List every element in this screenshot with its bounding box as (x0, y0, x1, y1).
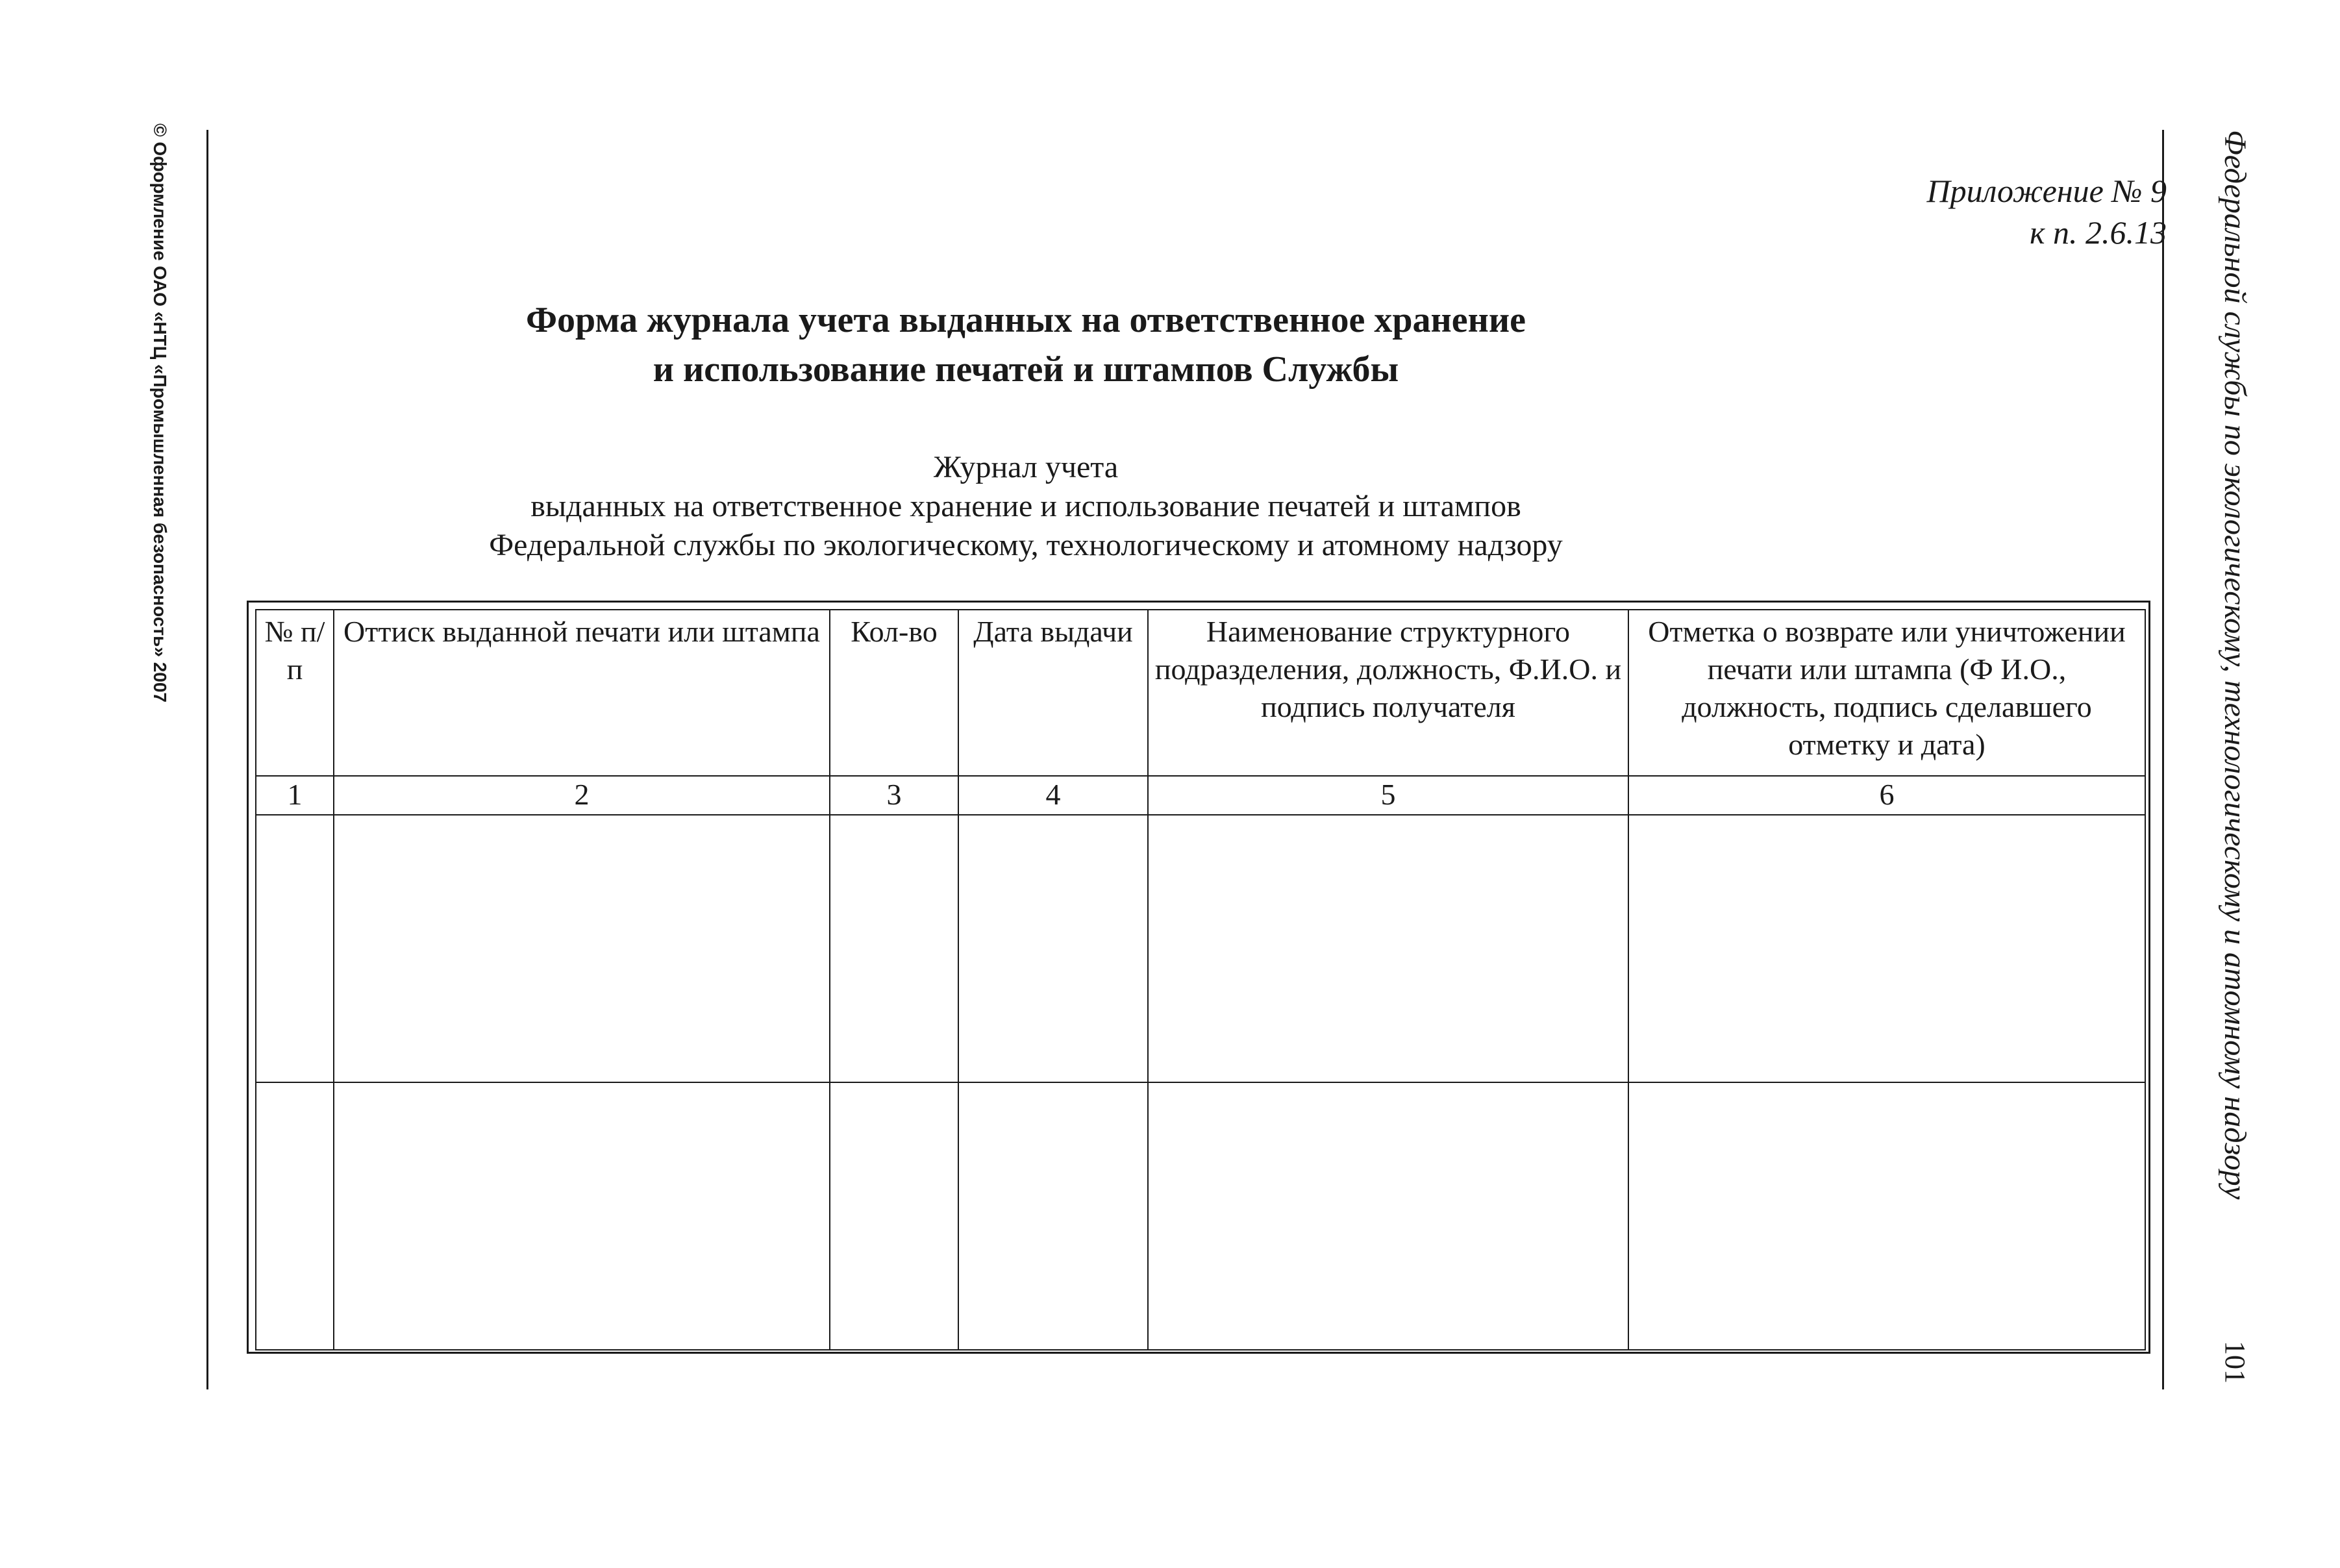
empty-cell (256, 815, 334, 1082)
empty-cell (334, 815, 830, 1082)
journal-title (247, 448, 1805, 565)
left-margin-rule (206, 130, 208, 1389)
empty-cell (958, 1082, 1148, 1350)
empty-cell (1148, 815, 1628, 1082)
journal-table (255, 609, 2146, 1350)
appendix-clause: к п. 2.6.13 (2030, 214, 2167, 251)
column-number: 5 (1148, 776, 1628, 815)
header-cell-number: № п/п (256, 610, 334, 776)
journal-title-line-2: выданных на ответственное хранение и использование печатей и штампов (530, 489, 1521, 523)
column-number: 1 (256, 776, 334, 815)
column-number: 3 (830, 776, 958, 815)
column-number: 6 (1628, 776, 2145, 815)
column-number: 4 (958, 776, 1148, 815)
empty-cell (958, 815, 1148, 1082)
table-row (256, 1082, 2145, 1350)
table-row (256, 815, 2145, 1082)
column-number-row (256, 776, 2145, 815)
empty-cell (1628, 815, 2145, 1082)
header-cell-quantity: Кол-во (830, 610, 958, 776)
journal-title-line-3: Федеральной службы по экологическому, технологическому и атомному надзору (489, 528, 1563, 562)
page-number: 101 (2219, 1341, 2251, 1384)
header-cell-imprint: Оттиск выданной печати или штампа (334, 610, 830, 776)
column-number: 2 (334, 776, 830, 815)
empty-cell (334, 1082, 830, 1350)
form-title-line-1: Форма журнала учета выданных на ответственное хранение (525, 300, 1526, 340)
table-header-row (256, 610, 2145, 776)
appendix-reference (1927, 170, 2167, 253)
right-margin-rule (2162, 130, 2164, 1389)
empty-cell (1628, 1082, 2145, 1350)
agency-running-header: Федеральной службы по экологическому, технологическому и атомному надзору (2218, 130, 2252, 1200)
header-cell-return-mark: Отметка о возврате или уничтожении печати или штампа (Ф И.О., должность, подпись сделавшего отметку и дата) (1628, 610, 2145, 776)
copyright-notice: © Оформление ОАО «НТЦ «Промышленная безопасность» 2007 (150, 123, 170, 703)
form-title (247, 295, 1805, 394)
journal-title-line-1: Журнал учета (933, 450, 1119, 484)
form-title-line-2: и использование печатей и штампов Службы (653, 349, 1399, 390)
empty-cell (1148, 1082, 1628, 1350)
header-cell-date: Дата выдачи (958, 610, 1148, 776)
header-cell-recipient: Наименование структурного подразделения, должность, Ф.И.О. и подпись получателя (1148, 610, 1628, 776)
journal-table-frame (247, 601, 2150, 1354)
appendix-number: Приложение № 9 (1926, 173, 2167, 209)
empty-cell (830, 815, 958, 1082)
empty-cell (830, 1082, 958, 1350)
empty-cell (256, 1082, 334, 1350)
